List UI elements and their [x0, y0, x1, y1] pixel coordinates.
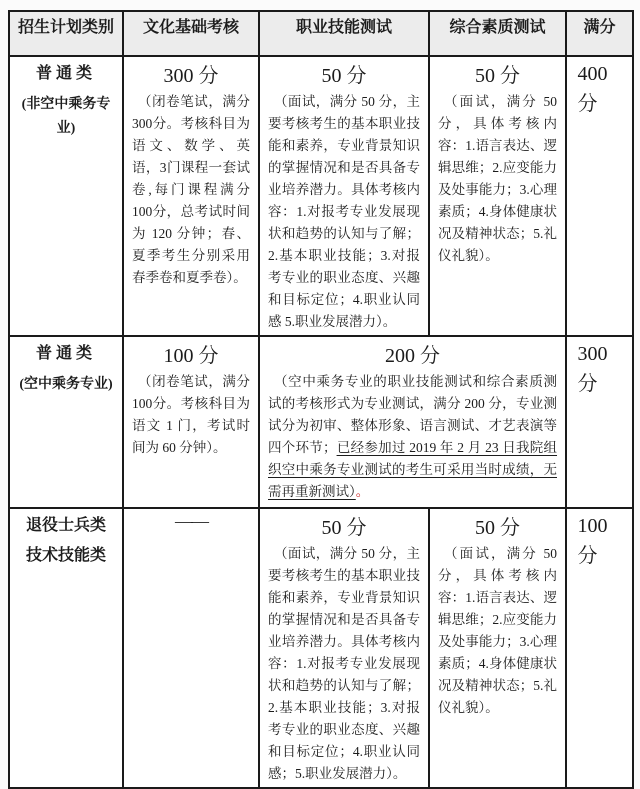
- cell-culture-r3-none: ——: [123, 508, 259, 788]
- skill-score: 50 分: [321, 517, 367, 539]
- header-full-score: 满分: [566, 11, 633, 56]
- header-row: [9, 11, 633, 56]
- table-row-general-flight: [9, 336, 633, 508]
- quality-score: 50 分: [475, 517, 520, 539]
- combined-detail-normal: （空中乘务专业的职业技能测试和综合素质测试的考核形式为专业测试，满分 200 分，专业测试分为初审、整体形象、语言测试、才艺表演等四个环节；: [268, 374, 557, 455]
- category-note: (空中乘务专业): [19, 377, 113, 392]
- quality-detail: （面试，满分 50 分，具体考核内容：1.语言表达、逻辑思维；2.应变能力及处事能力；3.心理素质；4.身体健康状况及精神状态；5.礼仪礼貌）。: [438, 94, 557, 263]
- combined-detail-underlined: 已经参加过 2019 年 2 月 23 日我院组织空中乘务专业测试的考生可采用当时成绩，无需再重新测试）: [268, 440, 558, 499]
- total-score: 400 分: [577, 63, 608, 115]
- table-row-veteran-technical: [9, 508, 633, 788]
- category-line1: 退役士兵类: [25, 517, 106, 534]
- header-culture-exam: 文化基础考核: [123, 11, 259, 56]
- culture-score: 100 分: [163, 345, 219, 367]
- combined-score: 200 分: [385, 345, 440, 367]
- skill-detail: （面试，满分 50 分，主要考核考生的基本职业技能和素养，专业背景知识的掌握情况和是否具备专业培养潜力。具体考核内容：1.对报考专业发展现状和趋势的认知与了解；2.基本职业技能；3.对报考专业的职业态度、兴趣和目标定位；4.职业认同感；5.职业发展潜力）。: [268, 546, 420, 781]
- category-note: (非空中乘务专业): [21, 97, 111, 136]
- total-score: 100 分: [577, 515, 608, 567]
- cell-total-r3: [566, 508, 633, 788]
- category-name: 普通类: [35, 345, 96, 362]
- skill-detail: （面试，满分 50 分，主要考核考生的基本职业技能和素养，专业背景知识的掌握情况和是否具备专业培养潜力。具体考核内容：1.对报考专业发展现状和趋势的认知与了解；2.基本职业技能；3.对报考专业的职业态度、兴趣和目标定位；4.职业认同感 5.职业发展潜力）。: [268, 94, 420, 329]
- table-row-general-nonflight: [9, 56, 633, 336]
- header-category: 招生计划类别: [9, 11, 123, 56]
- cell-quality-r3: [429, 508, 566, 788]
- header-skill-test: 职业技能测试: [259, 11, 429, 56]
- culture-score: 300 分: [163, 65, 219, 87]
- cell-quality-r1: [429, 56, 566, 336]
- combined-detail: [268, 371, 557, 503]
- total-score: 300 分: [577, 343, 608, 395]
- cell-total-r1: [566, 56, 633, 336]
- cell-category-general-flight: [9, 336, 123, 508]
- cell-category-general-nonflight: [9, 56, 123, 336]
- exam-plan-table: [8, 10, 634, 789]
- header-quality-test: 综合素质测试: [429, 11, 566, 56]
- cell-skill-r3: [259, 508, 429, 788]
- cell-category-veteran-technical: [9, 508, 123, 788]
- cell-total-r2: [566, 336, 633, 508]
- cell-culture-r1: [123, 56, 259, 336]
- category-name: 普通类: [35, 65, 96, 82]
- category-line2: 技术技能类: [25, 547, 106, 564]
- culture-detail: （闭卷笔试，满分300分。考核科目为语文、数学、英语，3门课程一套试卷,每门课程满分100分，总考试时间为 120 分钟；春、夏季考生分别采用春季卷和夏季卷）。: [132, 94, 250, 285]
- quality-score: 50 分: [475, 65, 520, 87]
- culture-detail: （闭卷笔试，满分100分。考核科目为语文 1 门，考试时间为 60 分钟）。: [132, 374, 250, 455]
- quality-detail: （面试，满分 50 分，具体考核内容：1.语言表达、逻辑思维；2.应变能力及处事能力；3.心理素质；4.身体健康状况及精神状态；5.礼仪礼貌）。: [438, 546, 557, 715]
- cell-combined-test-r2: [259, 336, 566, 508]
- skill-score: 50 分: [321, 65, 367, 87]
- combined-detail-red-period: 。: [355, 484, 370, 499]
- cell-culture-r2: [123, 336, 259, 508]
- cell-skill-r1: [259, 56, 429, 336]
